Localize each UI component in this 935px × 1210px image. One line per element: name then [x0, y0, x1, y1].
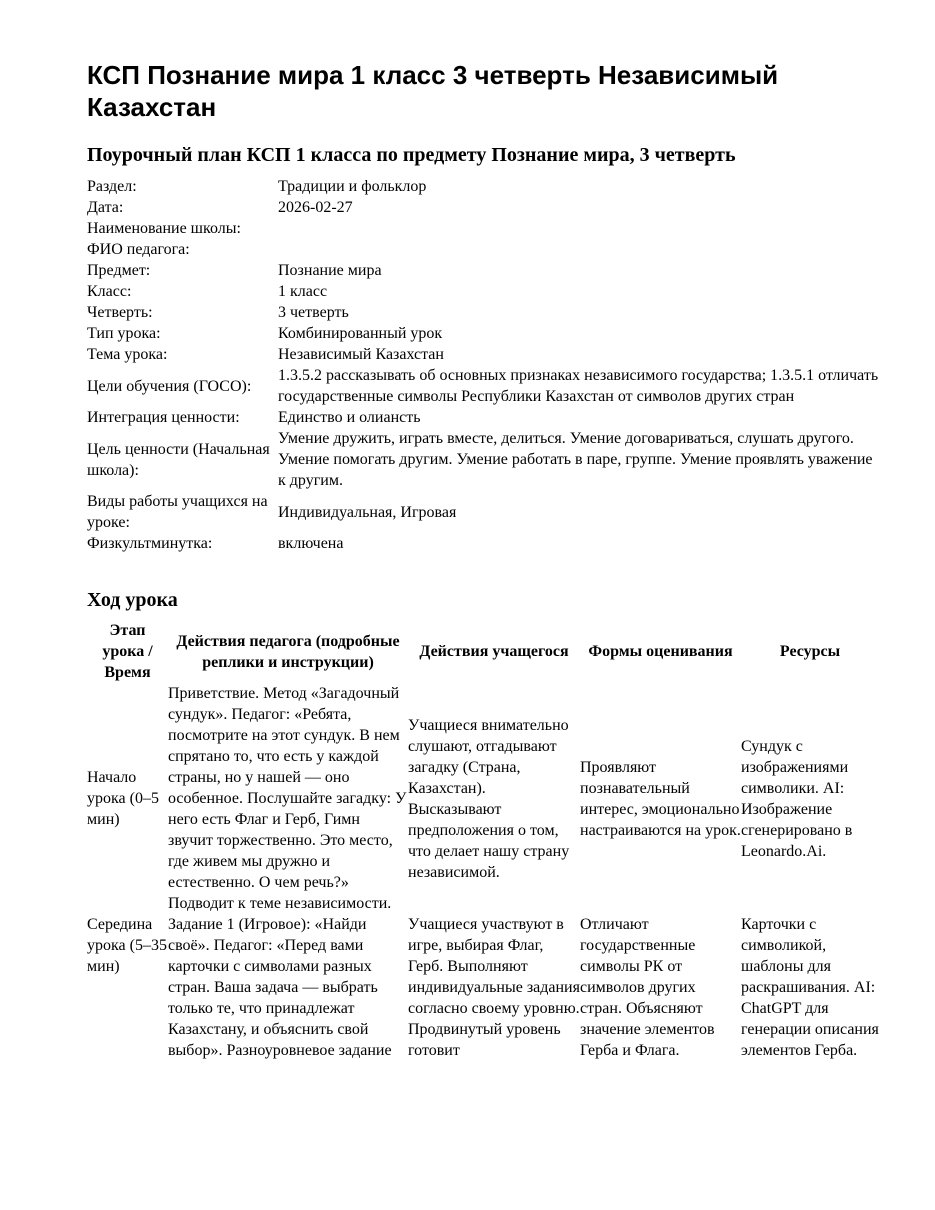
- assessment-cell: Отличают государственные символы РК от символов других стран. Объясняют значение элементов Герба и Флага.: [580, 916, 715, 1059]
- resources-cell: Карточки с символикой, шаблоны для раскрашивания. AI: ChatGPT для генерации описания элементов Герба.: [741, 916, 879, 1059]
- info-label: Тип урока:: [87, 325, 161, 342]
- info-row: [87, 197, 879, 218]
- info-label: Тема урока:: [87, 346, 168, 363]
- teacher-actions-cell: Задание 1 (Игровое): «Найди своё». Педагог: «Перед вами карточки с символами разных стран. Ваша задача — выбрать только те, что принадлежат Казахстану, и объяснить свой выбор». Разноуровневое задание: [168, 916, 392, 1059]
- info-value: 3 четверть: [278, 304, 349, 321]
- table-row: [87, 683, 879, 914]
- header-assessment: Формы оценивания: [588, 643, 733, 660]
- info-value: Комбинированный урок: [278, 325, 443, 342]
- info-label: Раздел:: [87, 178, 137, 195]
- info-value: Умение дружить, играть вместе, делиться. Умение договариваться, слушать другого. Умение помогать другим. Умение работать в паре, группе. Умение проявлять уважение к другим.: [278, 430, 873, 489]
- info-row: [87, 365, 879, 407]
- info-row: [87, 407, 879, 428]
- info-row: [87, 281, 879, 302]
- info-label: Интеграция ценности:: [87, 409, 240, 426]
- info-label: Предмет:: [87, 262, 151, 279]
- info-value: [278, 218, 879, 239]
- info-value: 1.3.5.2 рассказывать об основных признаках независимого государства; 1.3.5.1 отличать государственные символы Республики Казахстан от символов других стран: [278, 367, 879, 405]
- info-value: Единство и олиансть: [278, 409, 421, 426]
- header-resources: Ресурсы: [779, 643, 841, 660]
- info-value: 2026-02-27: [278, 199, 353, 216]
- info-label: Физкультминутка:: [87, 535, 213, 552]
- info-value: Индивидуальная, Игровая: [278, 503, 457, 521]
- info-row: [87, 218, 879, 239]
- student-actions-cell: Учащиеся внимательно слушают, отгадывают загадку (Страна, Казахстан). Высказывают предположения о том, что делает нашу страну независимой.: [408, 716, 570, 881]
- info-value: [278, 239, 879, 260]
- document-title: КСП Познание мира 1 класс 3 четверть Независимый Казахстан: [87, 60, 779, 122]
- info-value: включена: [278, 535, 344, 552]
- info-row: [87, 491, 879, 533]
- info-row: [87, 428, 879, 491]
- info-row: [87, 533, 879, 554]
- table-header-row: [87, 620, 879, 683]
- info-row: [87, 302, 879, 323]
- info-row: [87, 239, 879, 260]
- info-value: Независимый Казахстан: [278, 346, 444, 363]
- student-actions-cell: Учащиеся участвуют в игре, выбирая Флаг, Герб. Выполняют индивидуальные задания согласно своему уровню. Продвинутый уровень готовит: [408, 916, 580, 1059]
- stage-cell: Начало урока (0–5 мин): [87, 769, 159, 828]
- document-subtitle: Поурочный план КСП 1 класса по предмету Познание мира, 3 четверть: [87, 144, 736, 166]
- stage-cell: Середина урока (5–35 мин): [87, 916, 167, 975]
- info-row: [87, 344, 879, 365]
- info-label: Цель ценности (Начальная школа):: [87, 440, 270, 479]
- resources-cell: Сундук с изображениями символики. AI: Изображение сгенерировано в Leonardo.Ai.: [741, 737, 853, 860]
- lesson-info-table: [87, 176, 879, 554]
- info-label: Виды работы учащихся на уроке:: [87, 493, 268, 531]
- info-value: 1 класс: [278, 283, 328, 300]
- header-student-actions: Действия учащегося: [419, 643, 569, 660]
- info-label: Наименование школы:: [87, 220, 241, 237]
- info-row: [87, 260, 879, 281]
- table-row: [87, 914, 879, 1061]
- info-row: [87, 323, 879, 344]
- info-label: Четверть:: [87, 304, 153, 321]
- lesson-flow-heading: Ход урока: [87, 589, 178, 611]
- info-label: Дата:: [87, 199, 124, 216]
- teacher-actions-cell: Приветствие. Метод «Загадочный сундук». Педагог: «Ребята, посмотрите на этот сундук. В нем спрятано то, что есть у каждой страны, но у нашей — оно особенное. Послушайте загадку: У него есть Флаг и Герб, Гимн звучит торжественно. Это место, где живем мы дружно и естественно. О чем речь?» Подводит к теме независимости.: [168, 685, 407, 912]
- assessment-cell: Проявляют познавательный интерес, эмоционально настраиваются на урок.: [580, 758, 741, 839]
- info-row: [87, 176, 879, 197]
- header-stage: Этап урока / Время: [102, 622, 153, 681]
- lesson-flow-table: [87, 620, 879, 1061]
- header-teacher-actions: Действия педагога (подробные реплики и инструкции): [176, 632, 400, 671]
- info-value: Познание мира: [278, 262, 382, 279]
- info-label: ФИО педагога:: [87, 241, 190, 258]
- info-value: Традиции и фольклор: [278, 178, 427, 195]
- info-label: Класс:: [87, 283, 132, 300]
- info-label: Цели обучения (ГОСО):: [87, 377, 252, 395]
